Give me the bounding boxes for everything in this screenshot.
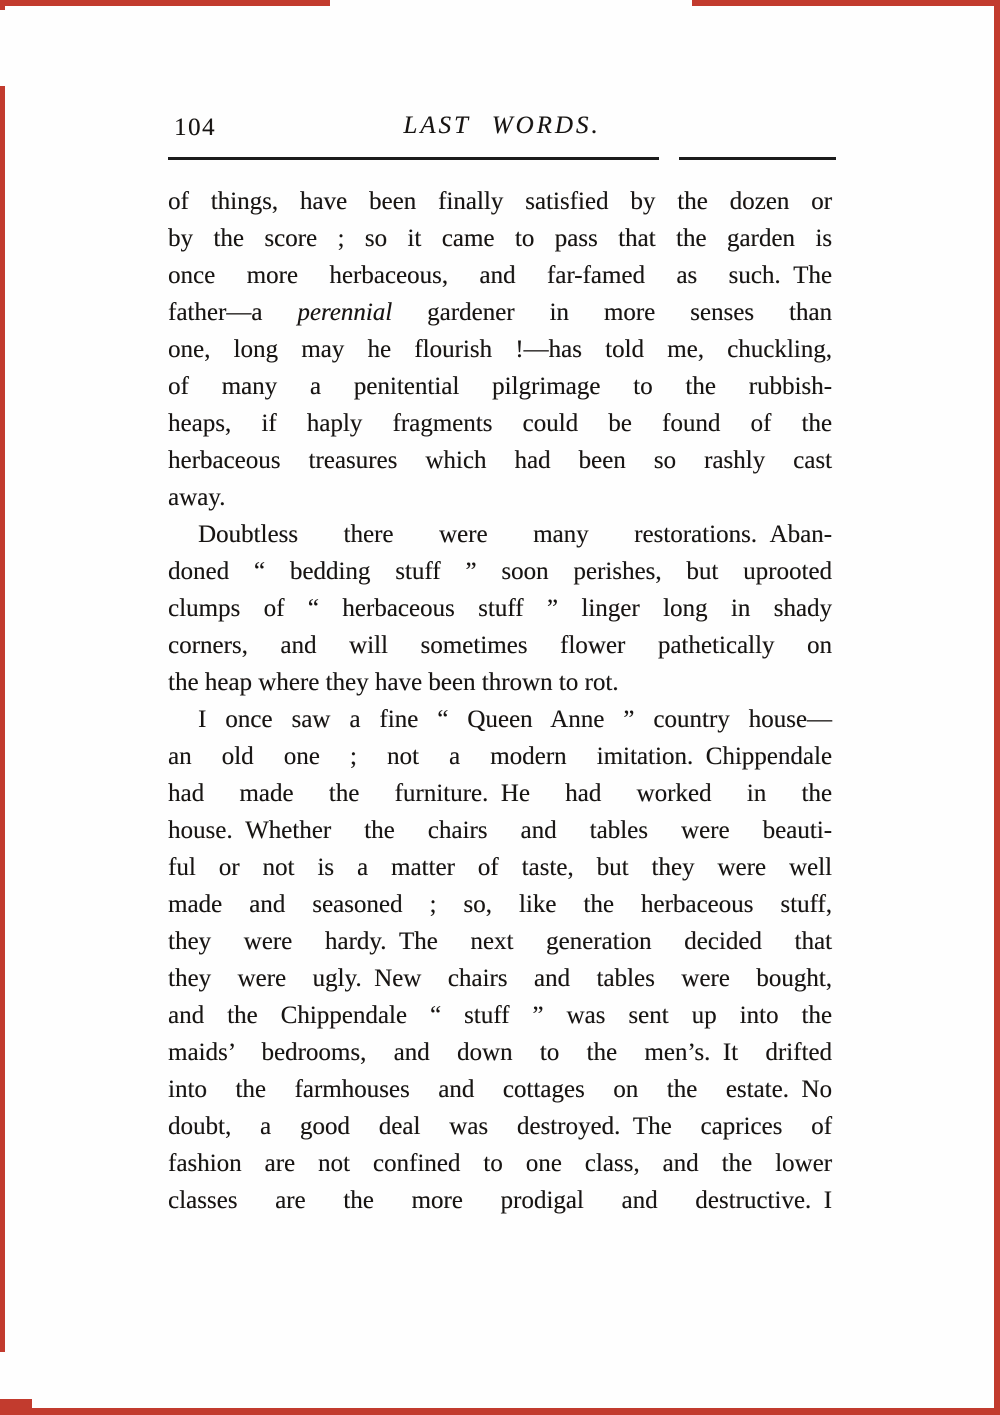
text-line: and the Chippendale “ stuff ” was sent up into the xyxy=(168,1002,832,1029)
scan-edge-top-left xyxy=(0,0,330,6)
scan-edge-top-right xyxy=(692,0,1000,6)
header-rule xyxy=(168,157,836,160)
text-line: one, long may he flourish !—has told me, chuckling, xyxy=(168,336,832,363)
text-line: Doubtless there were many restorations. Aban- xyxy=(198,521,832,548)
text-line: I once saw a fine “ Queen Anne ” country house— xyxy=(198,706,832,733)
text-line: clumps of “ herbaceous stuff ” linger long in shady xyxy=(168,595,832,622)
text-line: by the score ; so it came to pass that the garden is xyxy=(168,225,832,252)
text-line: of many a penitential pilgrimage to the rubbish- xyxy=(168,373,832,400)
text-line: herbaceous treasures which had been so rashly cast xyxy=(168,447,832,474)
scan-edge-left xyxy=(0,86,5,1352)
text-line: doned “ bedding stuff ” soon perishes, but uprooted xyxy=(168,558,832,585)
text-line: made and seasoned ; so, like the herbaceous stuff, xyxy=(168,891,832,918)
body-text xyxy=(168,183,832,1219)
page-number: 104 xyxy=(174,114,216,141)
paragraph xyxy=(168,183,832,516)
paragraph xyxy=(168,516,832,701)
text-line: doubt, a good deal was destroyed. The caprices of xyxy=(168,1113,832,1140)
text-line: classes are the more prodigal and destructive. I xyxy=(168,1187,832,1214)
text-line: fashion are not confined to one class, and the lower xyxy=(168,1150,832,1177)
text-line: away. xyxy=(168,484,226,511)
text-line: of things, have been finally satisfied by the dozen or xyxy=(168,188,832,215)
scan-edge-right xyxy=(994,4,1000,1415)
text-line: maids’ bedrooms, and down to the men’s. It drifted xyxy=(168,1039,832,1066)
text-line: ful or not is a matter of taste, but they were well xyxy=(168,854,832,881)
text-line: into the farmhouses and cottages on the estate. No xyxy=(168,1076,832,1103)
text-line: father—a perennial gardener in more senses than xyxy=(168,299,832,326)
text-line: they were hardy. The next generation decided that xyxy=(168,928,832,955)
scan-edge-bottom xyxy=(0,1408,1000,1415)
text-line: an old one ; not a modern imitation. Chippendale xyxy=(168,743,832,770)
text-line: the heap where they have been thrown to rot. xyxy=(168,669,619,696)
text-line: had made the furniture. He had worked in the xyxy=(168,780,832,807)
text-line: house. Whether the chairs and tables were beauti- xyxy=(168,817,832,844)
scan-edge-left-tick xyxy=(0,0,5,10)
scan-edge-bottom-left xyxy=(0,1399,32,1415)
page-header xyxy=(168,112,836,146)
text-line: heaps, if haply fragments could be found of the xyxy=(168,410,832,437)
text-line: they were ugly. New chairs and tables were bought, xyxy=(168,965,832,992)
text-line: corners, and will sometimes flower pathetically on xyxy=(168,632,832,659)
running-title: LAST WORDS. xyxy=(403,112,601,139)
paragraph xyxy=(168,701,832,1219)
text-line: once more herbaceous, and far-famed as such. The xyxy=(168,262,832,289)
